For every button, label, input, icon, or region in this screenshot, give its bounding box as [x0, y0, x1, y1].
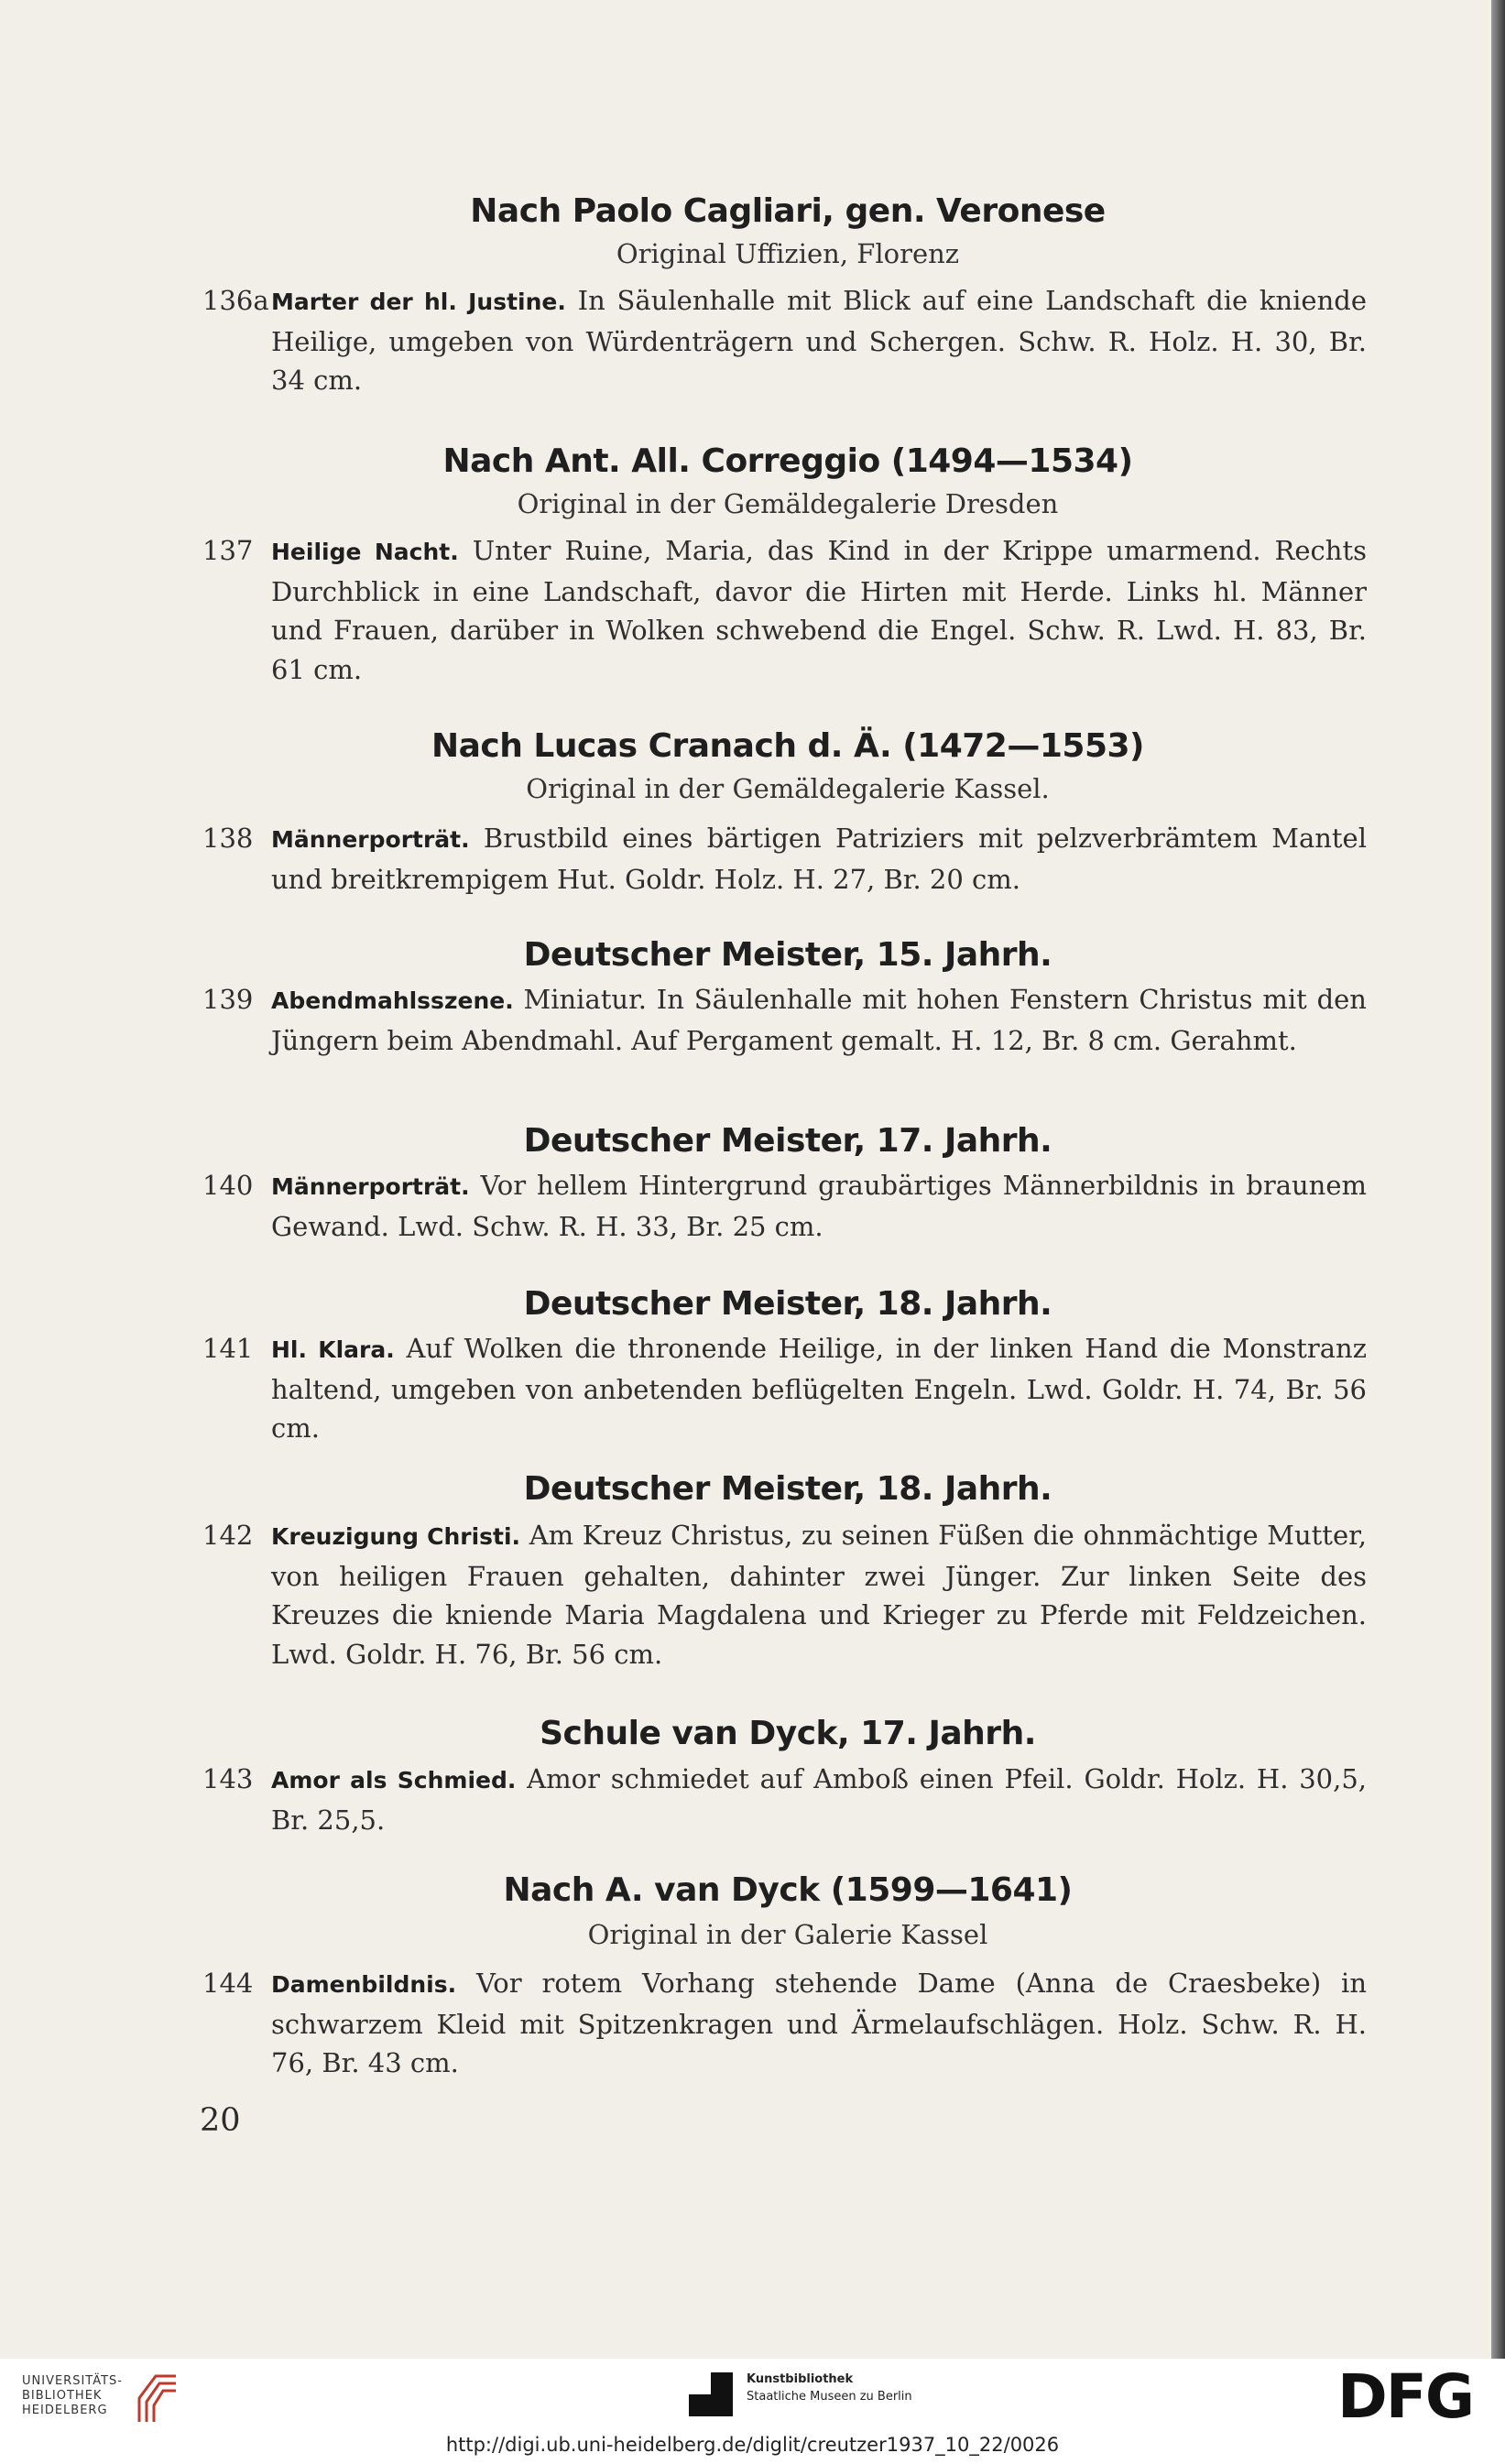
- entry-text: Auf Wolken die thronende Heilige, in der linken Hand die Monstranz haltend, umgeben von anbetenden beflügelten Engeln. Lwd. Goldr. H. 74, Br. 56 cm.: [271, 1333, 1368, 1444]
- entry-text: Amor schmiedet auf Amboß einen Pfeil. Goldr. Holz. H. 30,5, Br. 25,5.: [271, 1763, 1367, 1836]
- entry-number: 139: [202, 984, 254, 1015]
- entry-text: Vor rotem Vorhang stehende Dame (Anna de Craesbeke) in schwarzem Kleid mit Spitzenkragen und Ärmelaufschlägen. Holz. Schw. R. H. 76, Br. 43 cm.: [271, 1968, 1367, 2078]
- entry-text: Vor hellem Hintergrund graubärtiges Männerbildnis in braunem Gewand. Lwd. Schw. R. H. 33, Br. 25 cm.: [271, 1170, 1367, 1242]
- section-heading: Deutscher Meister, 17. Jahrh.: [523, 1122, 1052, 1160]
- catalog-entry: [202, 281, 1367, 400]
- kunstbibliothek-logo-icon[interactable]: [689, 2372, 733, 2416]
- entry-title: Männerporträt.: [271, 1173, 470, 1200]
- entry-title: Marter der hl. Justine.: [271, 289, 566, 315]
- library-subtitle: Staatliche Museen zu Berlin: [747, 2390, 912, 2404]
- entry-title: Hl. Klara.: [271, 1336, 395, 1363]
- entry-text: Brustbild eines bärtigen Patriziers mit pelzverbrämtem Mantel und breitkrempigem Hut. Goldr. Holz. H. 27, Br. 20 cm.: [271, 823, 1367, 895]
- entry-number: 143: [202, 1763, 254, 1794]
- section-heading: Deutscher Meister, 18. Jahrh.: [523, 1285, 1052, 1323]
- entry-title: Männerporträt.: [271, 826, 470, 853]
- section-subheading: Original in der Gemäldegalerie Dresden: [517, 488, 1059, 519]
- catalog-entry: [202, 980, 1367, 1060]
- section-heading: Nach A. van Dyck (1599—1641): [503, 1871, 1073, 1909]
- section-subheading: Original Uffizien, Florenz: [616, 238, 960, 269]
- catalog-entry: [202, 1516, 1367, 1674]
- section-heading: Nach Paolo Cagliari, gen. Veronese: [470, 192, 1106, 230]
- section-heading: Nach Ant. All. Correggio (1494—1534): [442, 442, 1133, 480]
- entry-text: Am Kreuz Christus, zu seinen Füßen die ohnmächtige Mutter, von heiligen Frauen gehalten, dahinter zwei Jünger. Zur linken Seite des Kreuzes die kniende Maria Magdalena und Krieger zu Pferde mit Feldzeichen. Lwd. Goldr. H. 76, Br. 56 cm.: [271, 1520, 1367, 1670]
- entry-number: 142: [202, 1520, 254, 1551]
- section-heading: Deutscher Meister, 15. Jahrh.: [523, 936, 1052, 974]
- catalog-entry: [202, 1166, 1367, 1246]
- logo-line: UNIVERSITÄTS-: [22, 2374, 123, 2388]
- entry-title: Amor als Schmied.: [271, 1767, 517, 1793]
- entry-number: 138: [202, 823, 254, 854]
- catalog-entry: [202, 1964, 1367, 2083]
- entry-title: Damenbildnis.: [271, 1971, 457, 1998]
- section-heading: Deutscher Meister, 18. Jahrh.: [523, 1470, 1052, 1508]
- section-subheading: Original in der Galerie Kassel: [587, 1919, 988, 1950]
- logo-line: BIBLIOTHEK: [22, 2389, 103, 2403]
- entry-title: Abendmahlsszene.: [271, 987, 514, 1014]
- section-subheading: Original in der Gemäldegalerie Kassel.: [526, 773, 1050, 804]
- entry-text: Unter Ruine, Maria, das Kind in der Krippe umarmend. Rechts Durchblick in eine Landschaft, davor die Hirten mit Herde. Links hl. Männer und Frauen, darüber in Wolken schwebend die Engel. Schw. R. Lwd. H. 83, Br. 61 cm.: [271, 535, 1368, 685]
- entry-number: 136a: [202, 285, 269, 316]
- page-edge-shadow: [1491, 0, 1505, 2359]
- entry-text: In Säulenhalle mit Blick auf eine Landschaft die kniende Heilige, umgeben von Würdenträgern und Schergen. Schw. R. Holz. H. 30, Br. 34 cm.: [271, 285, 1367, 396]
- catalog-entry: [202, 1329, 1368, 1448]
- section-heading: Nach Lucas Cranach d. Ä. (1472—1553): [431, 727, 1144, 765]
- catalog-entry: [202, 1760, 1367, 1839]
- catalog-entry: [202, 531, 1368, 689]
- entry-number: 144: [202, 1968, 254, 1999]
- entry-title: Heilige Nacht.: [271, 539, 459, 565]
- university-library-logo[interactable]: [22, 2374, 123, 2418]
- page-number: 20: [200, 2102, 241, 2139]
- permalink-url[interactable]: http://digi.ub.uni-heidelberg.de/diglit/creutzer1937_10_22/0026: [445, 2434, 1060, 2456]
- library-name: Kunstbibliothek: [747, 2372, 854, 2386]
- university-crest-icon: [136, 2371, 180, 2426]
- logo-line: HEIDELBERG: [22, 2404, 108, 2417]
- entry-text: Miniatur. In Säulenhalle mit hohen Fenstern Christus mit den Jüngern beim Abendmahl. Auf Pergament gemalt. H. 12, Br. 8 cm. Gerahmt.: [271, 984, 1367, 1056]
- section-heading: Schule van Dyck, 17. Jahrh.: [540, 1715, 1036, 1752]
- entry-number: 141: [202, 1333, 254, 1364]
- catalog-entry: [202, 819, 1367, 899]
- dfg-logo[interactable]: DFG: [1337, 2361, 1474, 2432]
- entry-number: 137: [202, 535, 254, 566]
- entry-title: Kreuzigung Christi.: [271, 1523, 521, 1550]
- entry-number: 140: [202, 1170, 254, 1201]
